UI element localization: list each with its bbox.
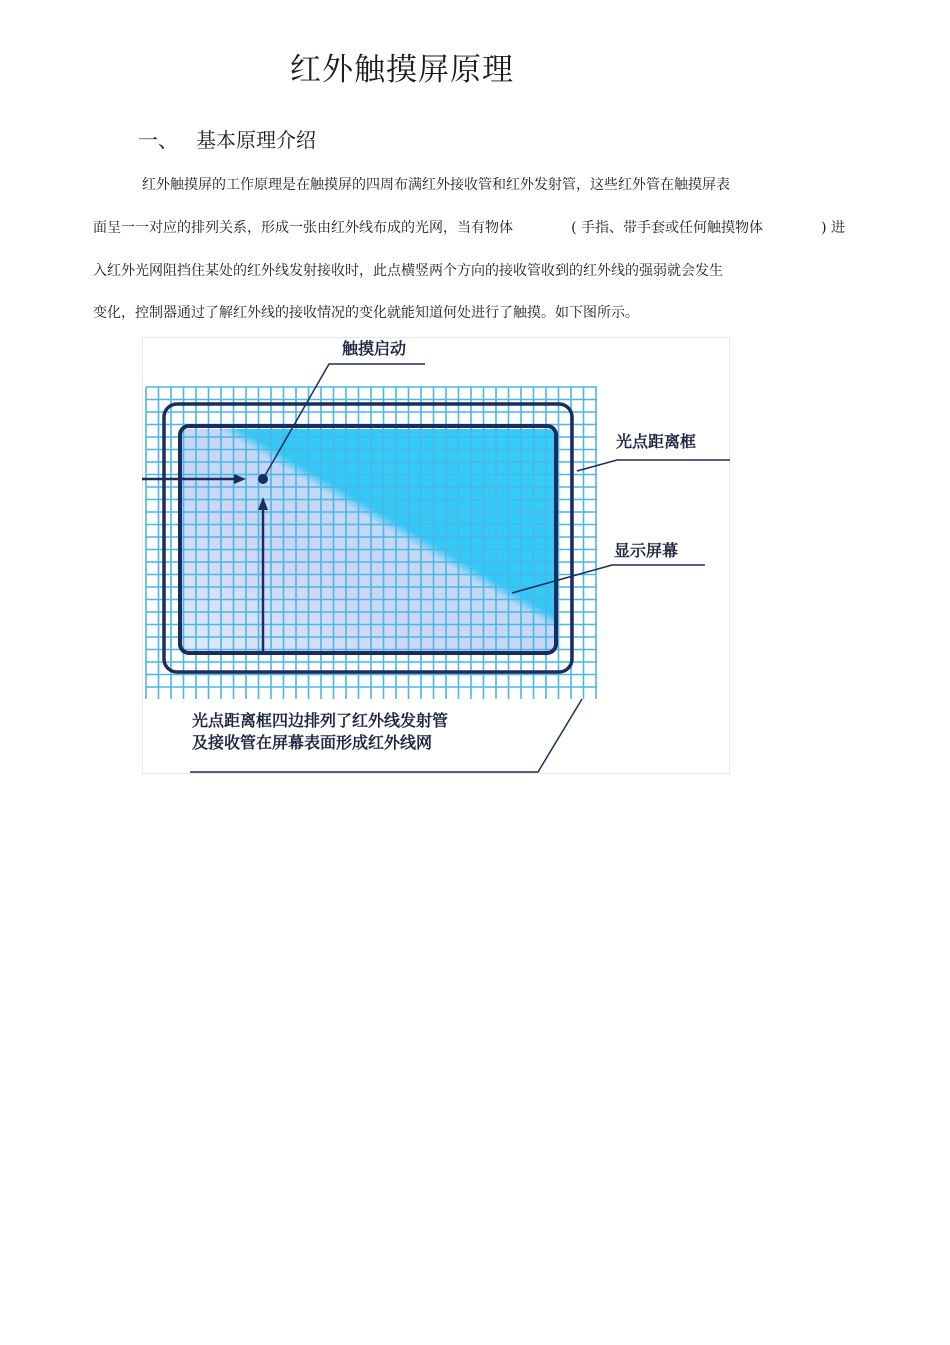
document-title: 红外触摸屏原理 <box>290 52 514 88</box>
frame-label: 光点距离框 <box>616 432 697 451</box>
paragraph-line-2-part-a: 面呈一一对应的排列关系，形成一张由红外线布成的光网，当有物体 <box>93 220 513 236</box>
paragraph-line-1: 红外触摸屏的工作原理是在触摸屏的四周布满红外接收管和红外发射管，这些红外管在触摸屏表 <box>142 177 730 193</box>
section-heading-text: 基本原理介绍 <box>196 128 316 152</box>
caption-line-2: 及接收管在屏幕表面形成红外线网 <box>192 733 433 752</box>
section-number: 一、 <box>138 128 178 152</box>
paragraph-line-2-part-c: ) 进 <box>821 220 845 236</box>
screen-label: 显示屏幕 <box>614 541 679 560</box>
paragraph-line-2-part-b: ( 手指、带手套或任何触摸物体 <box>571 220 763 236</box>
paragraph-line-2 <box>93 217 845 237</box>
touch-start-label: 触摸启动 <box>342 339 407 358</box>
infrared-touchscreen-diagram <box>142 337 730 774</box>
paragraph-line-4: 变化，控制器通过了解红外线的接收情况的变化就能知道何处进行了触摸。如下图所示。 <box>93 305 639 321</box>
paragraph-line-3: 入红外光网阻挡住某处的红外线发射接收时，此点横竖两个方向的接收管收到的红外线的强弱就会发生 <box>93 263 723 279</box>
diagram-svg <box>142 337 730 774</box>
caption-line-1: 光点距离框四边排列了红外线发射管 <box>192 711 449 730</box>
section-heading <box>138 124 316 153</box>
